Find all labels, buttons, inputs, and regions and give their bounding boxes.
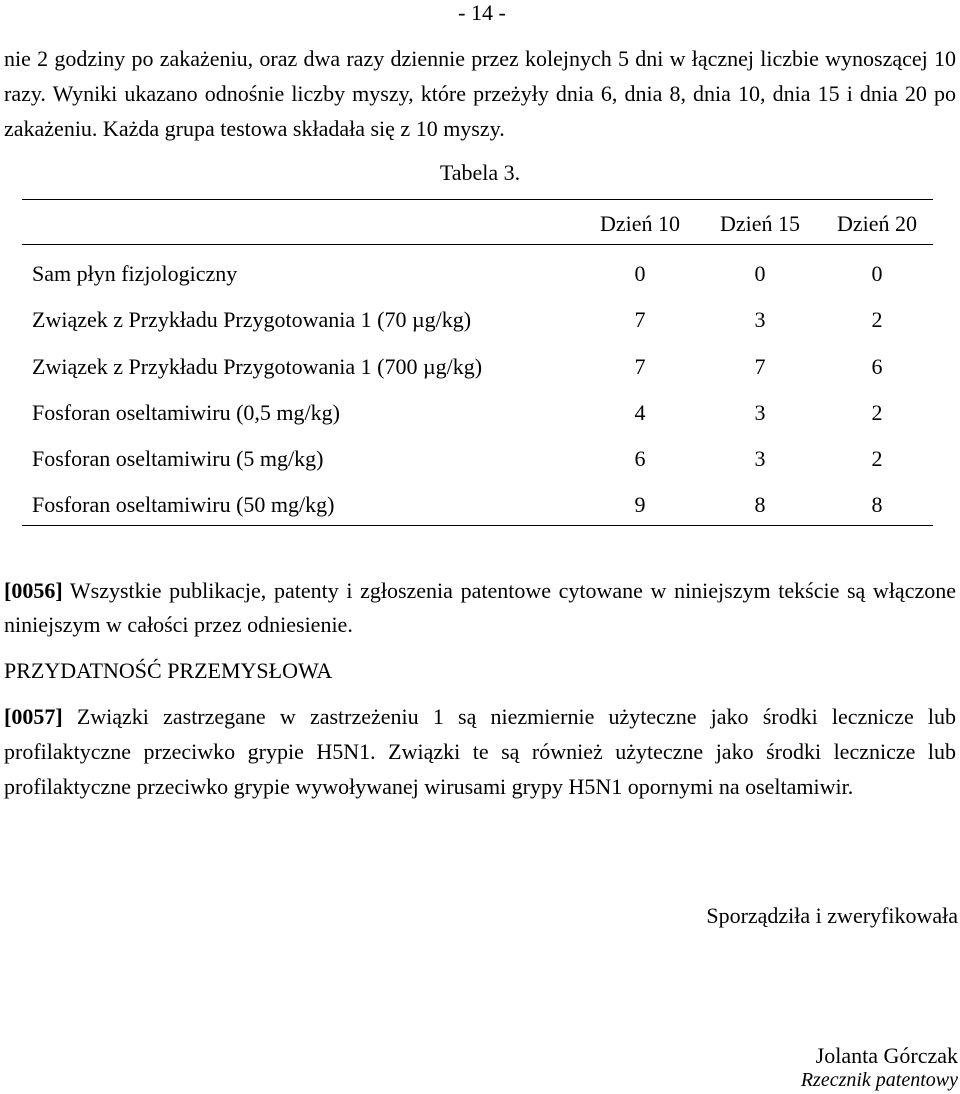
row-value-day-10: 7 xyxy=(634,307,646,332)
row-label: Fosforan oseltamiwiru (5 mg/kg) xyxy=(32,446,324,471)
row-value-day-20: 8 xyxy=(871,492,883,517)
row-value-day-20: 0 xyxy=(871,261,883,286)
table-row xyxy=(22,354,933,380)
table-header-row xyxy=(22,211,933,237)
header-day-10: Dzień 10 xyxy=(599,211,681,236)
table-bottom-rule xyxy=(22,525,933,526)
row-value-day-10: 9 xyxy=(634,492,646,517)
row-value-day-20: 2 xyxy=(871,446,883,471)
row-label: Fosforan oseltamiwiru (0,5 mg/kg) xyxy=(32,400,340,425)
table-top-rule xyxy=(22,199,933,200)
paragraph-marker: [0057] xyxy=(4,704,63,729)
paragraph-text: Związki zastrzegane w zastrzeżeniu 1 są niezmiernie użyteczne jako środki lecznicze lub profilaktyczne przeciwko grypie H5N1. Związki te są również użyteczne jako środki lecznicze lub profilaktyczne przeciwko grypie wywoływanej wirusami grypy H5N1 opornymi na oseltamiwir. xyxy=(4,704,956,799)
row-value-day-15: 3 xyxy=(754,307,766,332)
table-caption: Tabela 3. xyxy=(439,160,521,185)
signatory-name: Jolanta Górczak xyxy=(815,1043,958,1068)
signatory-role: Rzecznik patentowy xyxy=(800,1069,958,1091)
row-value-day-15: 0 xyxy=(754,261,766,286)
signature-note: Sporządziła i zweryfikowała xyxy=(706,903,958,928)
row-value-day-15: 7 xyxy=(754,354,766,379)
row-value-day-20: 2 xyxy=(871,307,883,332)
row-value-day-15: 8 xyxy=(754,492,766,517)
row-value-day-15: 3 xyxy=(754,400,766,425)
row-value-day-20: 6 xyxy=(871,354,883,379)
row-label: Związek z Przykładu Przygotowania 1 (70 µg/kg) xyxy=(32,307,472,332)
page-number: - 14 - xyxy=(458,0,506,25)
row-label: Fosforan oseltamiwiru (50 mg/kg) xyxy=(32,492,335,517)
paragraph-0057 xyxy=(4,699,956,804)
header-day-15: Dzień 15 xyxy=(719,211,801,236)
row-value-day-20: 2 xyxy=(871,400,883,425)
table-row xyxy=(22,492,933,518)
row-value-day-10: 6 xyxy=(634,446,646,471)
row-label: Sam płyn fizjologiczny xyxy=(32,261,238,286)
section-heading: PRZYDATNOŚĆ PRZEMYSŁOWA xyxy=(4,658,333,683)
header-day-20: Dzień 20 xyxy=(836,211,918,236)
row-value-day-10: 7 xyxy=(634,354,646,379)
row-value-day-10: 0 xyxy=(634,261,646,286)
results-table xyxy=(22,199,933,529)
intro-paragraph: nie 2 godziny po zakażeniu, oraz dwa razy dziennie przez kolejnych 5 dni w łącznej liczbie wynoszącej 10 razy. Wyniki ukazano odnośnie liczby myszy, które przeżyły dnia 6, dnia 8, dnia 10, dnia 15 i dnia 20 po zakażeniu. Każda grupa testowa składała się z 10 myszy. xyxy=(4,46,956,141)
table-row xyxy=(22,400,933,426)
paragraph-text: Wszystkie publikacje, patenty i zgłoszenia patentowe cytowane w niniejszym tekście są włączone niniejszym w całości przez odniesienie. xyxy=(4,578,956,637)
table-row xyxy=(22,446,933,472)
paragraph-0056 xyxy=(4,574,956,642)
row-value-day-15: 3 xyxy=(754,446,766,471)
row-value-day-10: 4 xyxy=(634,400,646,425)
row-label: Związek z Przykładu Przygotowania 1 (700 µg/kg) xyxy=(32,354,483,379)
table-row xyxy=(22,307,933,333)
table-header-rule xyxy=(22,244,933,245)
paragraph-marker: [0056] xyxy=(4,578,63,603)
table-row xyxy=(22,261,933,287)
